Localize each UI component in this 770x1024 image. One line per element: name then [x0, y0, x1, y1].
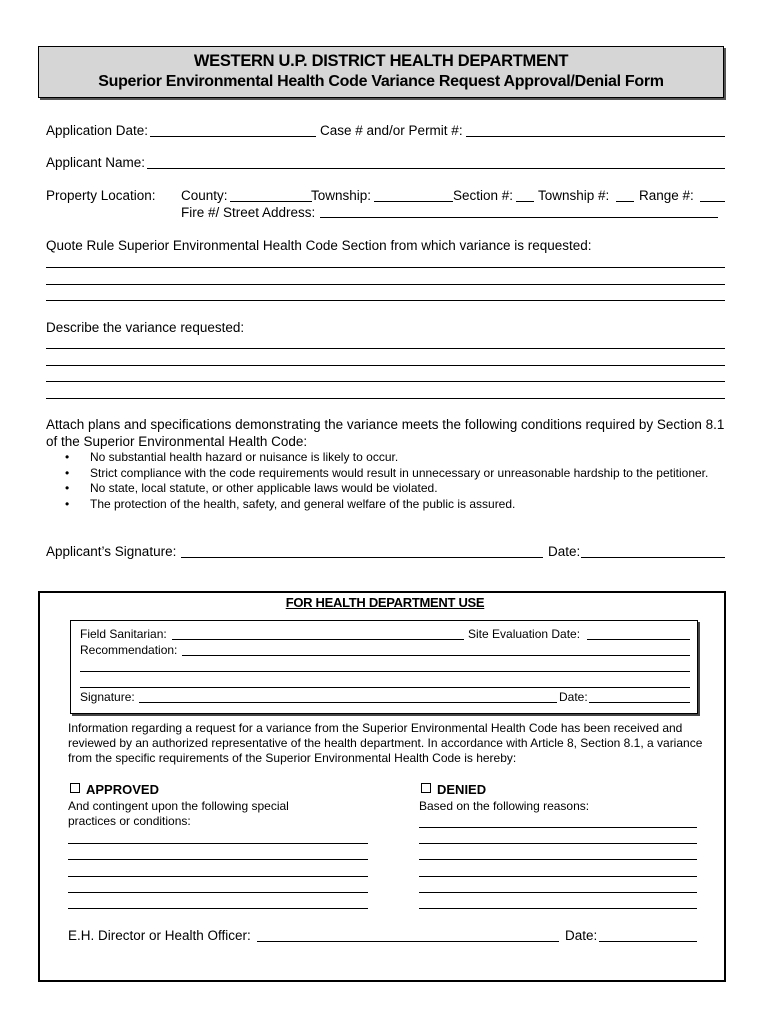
denied-note: Based on the following reasons:	[419, 799, 590, 813]
quote-rule-line-2[interactable]	[46, 284, 725, 285]
site-eval-date-field[interactable]	[587, 639, 690, 640]
denied-checkbox[interactable]	[421, 783, 431, 793]
applicant-name-label: Applicant Name:	[46, 155, 146, 170]
approved-line-1[interactable]	[68, 843, 368, 844]
denied-line-2[interactable]	[419, 843, 697, 844]
quote-rule-line-3[interactable]	[46, 300, 725, 301]
quote-rule-label: Quote Rule Superior Environmental Health Code Section from which variance is requested:	[46, 238, 592, 253]
director-label: E.H. Director or Health Officer:	[68, 928, 251, 943]
approved-checkbox[interactable]	[70, 783, 80, 793]
approved-line-2[interactable]	[68, 859, 368, 860]
director-date-label: Date:	[565, 928, 598, 943]
applicant-signature-field[interactable]	[181, 557, 543, 558]
director-signature-field[interactable]	[257, 941, 559, 942]
describe-line-2[interactable]	[46, 365, 725, 366]
department-name: WESTERN U.P. DISTRICT HEALTH DEPARTMENT	[193, 52, 569, 70]
variance-info-text: Information regarding a request for a variance from the Superior Environmental Health Code has been received and reviewed by an authorized representative of the health department. In accordance with Article 8, Section 8.1, a variance from the specific requirements of the Superior Environmental Health Code is hereby:	[68, 721, 703, 765]
applicant-date-field[interactable]	[581, 557, 725, 558]
section-label: Section #:	[453, 188, 514, 203]
site-eval-date-label: Site Evaluation Date:	[468, 627, 581, 641]
fire-address-field[interactable]	[320, 217, 718, 218]
recommendation-label: Recommendation:	[80, 643, 178, 657]
form-header	[38, 46, 724, 98]
township-number-label: Township #:	[538, 188, 610, 203]
describe-line-3[interactable]	[46, 381, 725, 382]
application-date-field[interactable]	[150, 136, 316, 137]
recommendation-line-3[interactable]	[80, 687, 690, 688]
recommendation-line-2[interactable]	[80, 671, 690, 672]
denied-line-6[interactable]	[419, 908, 697, 909]
director-date-field[interactable]	[599, 941, 697, 942]
condition-item: • No substantial health hazard or nuisance is likely to occur.	[46, 450, 726, 466]
describe-line-4[interactable]	[46, 398, 725, 399]
approved-label: APPROVED	[86, 782, 159, 797]
describe-variance-label: Describe the variance requested:	[46, 320, 245, 335]
condition-item: • The protection of the health, safety, and general welfare of the public is assured.	[46, 497, 726, 513]
section-field[interactable]	[516, 201, 534, 202]
applicant-name-field[interactable]	[147, 168, 725, 169]
denied-line-4[interactable]	[419, 876, 697, 877]
sanitarian-date-label: Date:	[559, 690, 588, 704]
office-section-title: FOR HEALTH DEPARTMENT USE	[285, 595, 485, 610]
sanitarian-signature-field[interactable]	[139, 702, 557, 703]
sanitarian-signature-label: Signature:	[80, 690, 135, 704]
approved-line-3[interactable]	[68, 876, 368, 877]
form-title: Superior Environmental Health Code Variance Request Approval/Denial Form	[98, 73, 664, 90]
township-label: Township:	[311, 188, 372, 203]
county-label: County:	[181, 188, 228, 203]
conditions-list	[46, 450, 726, 512]
township-field[interactable]	[374, 201, 453, 202]
township-number-field[interactable]	[616, 201, 634, 202]
application-date-label: Application Date:	[46, 123, 149, 138]
quote-rule-line-1[interactable]	[46, 267, 725, 268]
applicant-date-label: Date:	[548, 544, 581, 559]
applicant-signature-label: Applicant’s Signature:	[46, 544, 177, 559]
condition-item: • No state, local statute, or other applicable laws would be violated.	[46, 481, 726, 497]
approved-line-5[interactable]	[68, 908, 368, 909]
denied-line-3[interactable]	[419, 859, 697, 860]
approved-line-4[interactable]	[68, 892, 368, 893]
approved-note: And contingent upon the following special practices or conditions:	[68, 799, 289, 828]
condition-item: • Strict compliance with the code requirements would result in unnecessary or unreasonable hardship to the petitioner.	[46, 466, 726, 482]
denied-line-5[interactable]	[419, 892, 697, 893]
county-field[interactable]	[230, 201, 312, 202]
field-sanitarian-label: Field Sanitarian:	[80, 627, 167, 641]
fire-address-label: Fire #/ Street Address:	[181, 205, 316, 220]
sanitarian-date-field[interactable]	[589, 702, 690, 703]
range-field[interactable]	[700, 201, 725, 202]
property-location-label: Property Location:	[46, 188, 156, 203]
case-permit-field[interactable]	[466, 136, 725, 137]
denied-label: DENIED	[437, 782, 487, 797]
describe-line-1[interactable]	[46, 348, 725, 349]
denied-line-1[interactable]	[419, 827, 697, 828]
case-permit-label: Case # and/or Permit #:	[320, 123, 463, 138]
field-sanitarian-field[interactable]	[172, 639, 464, 640]
recommendation-line-1[interactable]	[182, 655, 690, 656]
range-label: Range #:	[639, 188, 694, 203]
attach-plans-text: Attach plans and specifications demonstrating the variance meets the following conditions required by Section 8.1 of the Superior Environmental Health Code:	[46, 417, 725, 449]
